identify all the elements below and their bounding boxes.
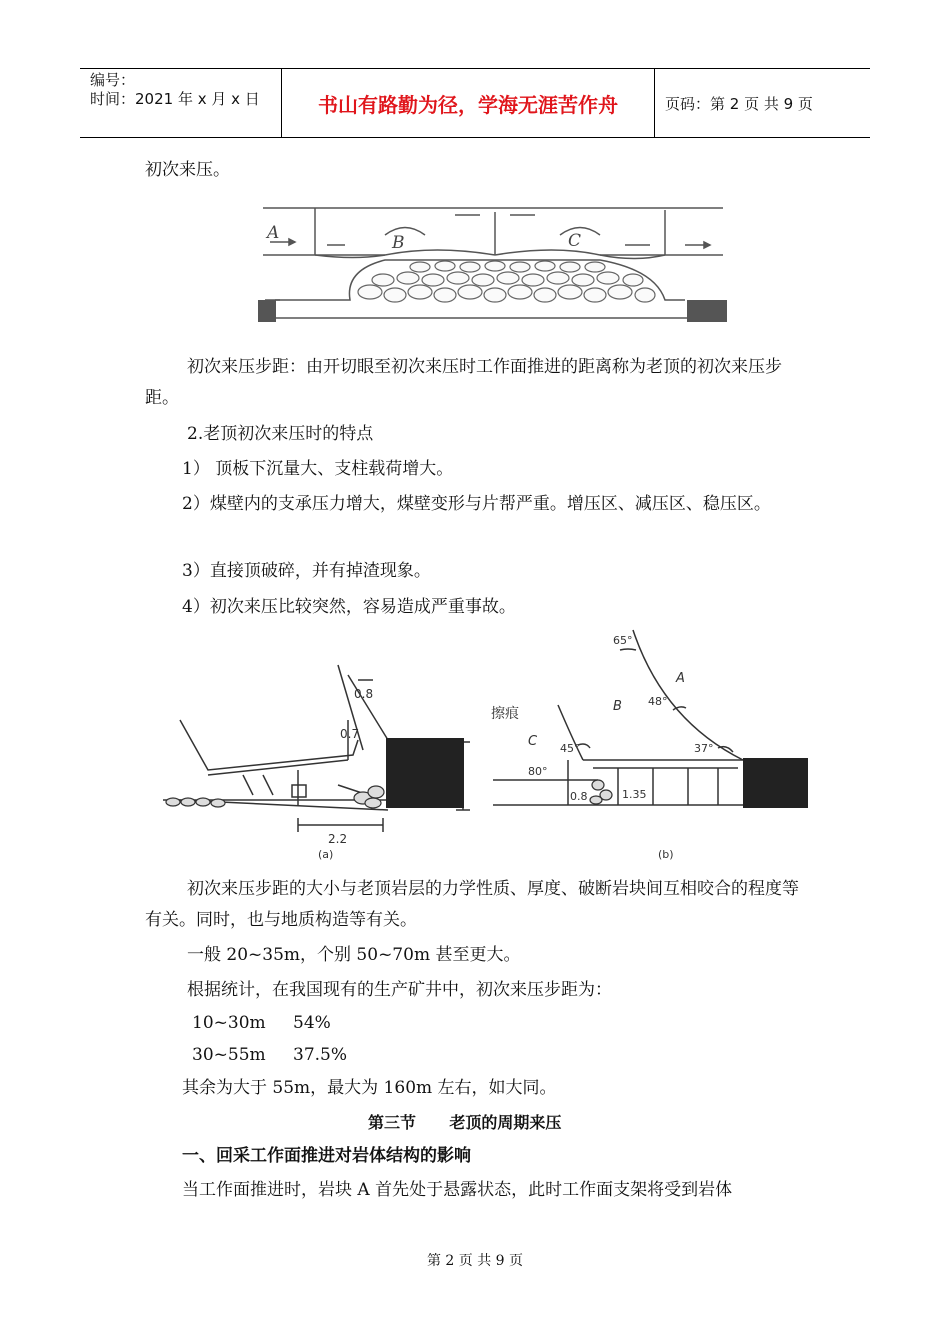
paragraph-factors: 初次来压步距的大小与老顶岩层的力学性质、厚度、破断岩块间互相咬合的程度等有关。同时，也与地质构造等有关。	[145, 879, 799, 930]
coal-seam-b	[743, 758, 808, 808]
list-item: 3）直接顶破碎，并有掉渣现象。	[182, 561, 431, 581]
list-item: 1） 顶板下沉量大、支柱载荷增大。	[182, 459, 454, 479]
coal-seam-a	[386, 738, 464, 808]
dim-label: 0.7	[340, 727, 360, 741]
figure2-caption-a: (a)	[318, 848, 334, 861]
text-line: 其余为大于 55m，最大为 160m 左右，如大同。	[182, 1078, 557, 1098]
figure2-label-c: C	[528, 734, 538, 749]
stat-percent: 54%	[293, 1013, 331, 1033]
angle-label: 45°	[560, 742, 580, 755]
dim-label: 2.2	[328, 832, 348, 846]
subsection-title: 一、回采工作面推进对岩体结构的影响	[182, 1146, 471, 1166]
figure1-label-b: B	[392, 233, 405, 253]
figure2-label-rub: 擦痕	[491, 706, 519, 722]
stat-range: 30~55m	[192, 1045, 266, 1065]
text-line: 初次来压。	[145, 160, 230, 180]
text-line: 当工作面推进时，岩块 A 首先处于悬露状态，此时工作面支架将受到岩体	[182, 1180, 733, 1200]
coal-block-left	[258, 300, 276, 322]
figure-roof-structure	[158, 620, 813, 865]
angle-label: 80°	[528, 765, 548, 778]
list-item: 4）初次来压比较突然，容易造成严重事故。	[182, 597, 516, 617]
coal-block-right	[687, 300, 727, 322]
stat-percent: 37.5%	[293, 1045, 348, 1065]
dim-label: 0.8	[354, 687, 374, 701]
stat-range: 10~30m	[192, 1013, 266, 1033]
section-title: 第三节 老顶的周期来压	[368, 1113, 562, 1132]
dim-label: 1.35	[622, 788, 647, 801]
paragraph-step-definition: 初次来压步距：由开切眼至初次来压时工作面推进的距离称为老顶的初次来压步距。	[145, 357, 782, 408]
figure2-label-b: B	[613, 699, 622, 714]
angle-label: 65°	[613, 634, 633, 647]
figure2-caption-b: (b)	[658, 848, 674, 861]
text-line: 一般 20~35m，个别 50~70m 甚至更大。	[187, 945, 521, 965]
header-motto: 书山有路勤为径，学海无涯苦作舟	[282, 69, 655, 137]
figure1-label-a: A	[267, 223, 280, 243]
figure-rock-blocks	[255, 200, 730, 328]
header-time: 时间：2021 年 x 月 x 日	[90, 90, 260, 108]
header-page-info: 页码：第 2 页 共 9 页	[665, 94, 813, 113]
figure2-label-a: A	[676, 671, 685, 686]
page-footer: 第 2 页 共 9 页	[426, 1253, 524, 1269]
header-meta	[80, 69, 282, 137]
dim-label: 0.8	[570, 790, 588, 803]
angle-label: 48°	[648, 695, 668, 708]
figure1-label-c: C	[568, 231, 582, 251]
page-header	[80, 68, 870, 138]
header-number: 编号：	[90, 71, 136, 89]
text-line: 根据统计，在我国现有的生产矿井中，初次来压步距为：	[187, 980, 612, 1000]
list-item: 2）煤壁内的支承压力增大，煤壁变形与片帮严重。增压区、减压区、稳压区。	[182, 494, 771, 514]
heading-characteristics: 2.老顶初次来压时的特点	[187, 424, 374, 444]
angle-label: 37°	[694, 742, 714, 755]
